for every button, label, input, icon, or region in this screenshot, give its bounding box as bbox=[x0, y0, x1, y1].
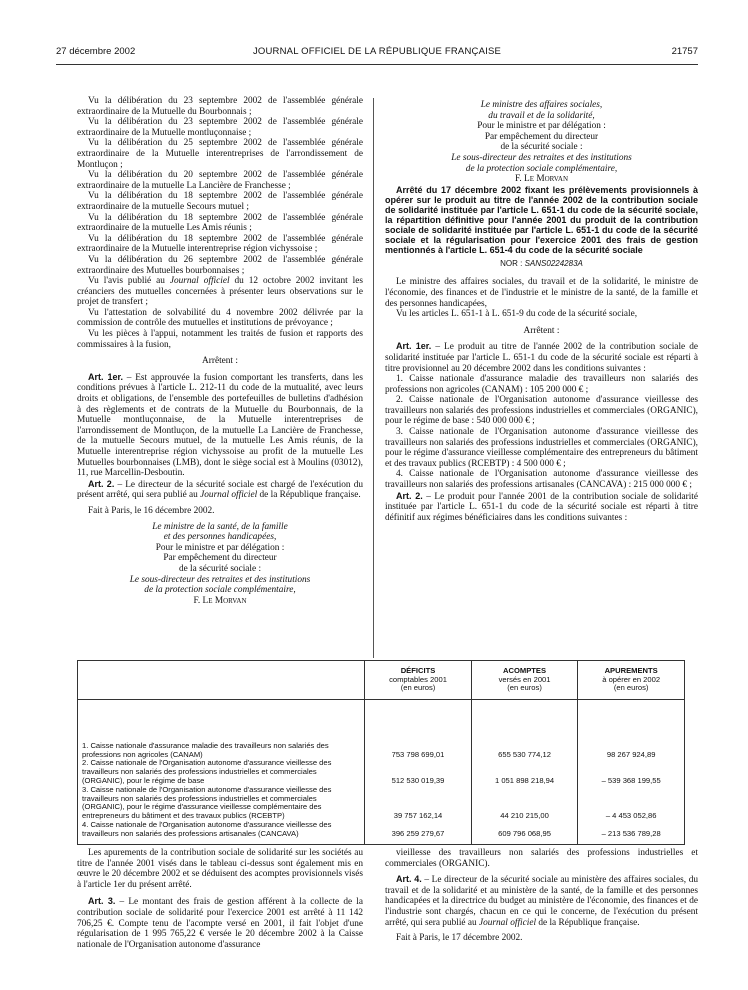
visa-journal-officiel: Vu l'avis publié au Journal officiel du 12 octobre 2002 invitant les créanciers des mutuelles concernées à présenter leurs observations sur le projet de transfert ; bbox=[77, 276, 363, 308]
table-header-apurements: APUREMENTS à opérer en 2002 (en euros) bbox=[578, 661, 685, 700]
table-header-empty bbox=[78, 661, 365, 700]
header-date: 27 décembre 2002 bbox=[56, 46, 136, 57]
page-header bbox=[56, 46, 698, 60]
left-column bbox=[77, 96, 363, 606]
table-row: 1. Caisse nationale d'assurance maladie des travailleurs non salariés des professions non agricoles (CANAM) 753 798 699,01 655 530 774,12 98 267 924,89 bbox=[78, 742, 685, 760]
signatory-name: F. Le Morvan bbox=[193, 595, 247, 606]
list-item: 2. Caisse nationale de l'Organisation autonome d'assurance vieillesse des travailleurs non salariés des professions industrielles et commerciales (ORGANIC), pour le régime de base : 540 000 000 € ; bbox=[385, 395, 698, 427]
fait-a-paris: Fait à Paris, le 17 décembre 2002. bbox=[396, 933, 523, 944]
fait-a-paris: Fait à Paris, le 16 décembre 2002. bbox=[88, 505, 215, 516]
article-2: Art. 2. – Le directeur de la sécurité sociale est chargé de l'exécution du présent arrêté, qui sera publié au Journal officiel de la République française. bbox=[77, 478, 364, 501]
table-row: 3. Caisse nationale de l'Organisation autonome d'assurance vieillesse des travailleurs non salariés des professions industrielles et commerciales (ORGANIC), pour le régime d'assurance vieillesse complémentaire des entrepreneurs du bâtiment et des travaux publics (RCEBTP) 39 757 162,14 44 210 215,00 – 4 453 052,86 bbox=[78, 786, 685, 821]
article-4: Art. 4. – Le directeur de la sécurité sociale au ministère des affaires sociales, du travail et de la solidarité et au ministère de la santé, de la famille et des personnes handicapées et la directrice du budget au ministère de l'économie, des finances et de l'industrie sont chargés, chacun en ce qui le concerne, de l'exécution du présent arrêté, qui sera publié au Journal officiel de la République française. bbox=[385, 874, 698, 928]
apurements-table bbox=[77, 660, 685, 845]
list-item: 4. Caisse nationale de l'Organisation autonome d'assurance vieillesse des travailleurs non salariés des professions artisanales (CANCAVA) : 215 000 000 € ; bbox=[385, 469, 698, 491]
column-divider bbox=[373, 98, 374, 658]
article-1: Art. 1er. – Est approuvée la fusion comportant les transferts, dans les conditions prévues à l'article L. 212-11 du code de la mutualité, avec leurs droits et obligations, de l'ensemble des portefeuilles de bulletins d'adhésion à des règlements et de contrats de la Mutuelle du Bourbonnais, de la Mutuelle montluçonnaise, de la Mutuelle interentreprises de l'arrondissement de Montluçon, de la mutuelle La Lancière de Franchesse, de la mutuelle Secours mutuel, de la mutuelle Les Amis réunis, de la Mutuelle interentreprise région vichyssoise au profit de la mutuelle Les Mutuelles bourbonnaises (LMB), dont le siège social est à Moulins (03012), 11, rue Marcellin-Desboutin. bbox=[77, 371, 363, 479]
visa: Vu la délibération du 20 septembre 2002 de l'assemblée générale extraordinaire de la mutuelle La Lancière de Franchesse ; bbox=[77, 170, 363, 191]
signatory-name: F. Le Morvan bbox=[514, 174, 569, 185]
arretent-heading: Arrêtent : bbox=[523, 325, 560, 336]
article-1: Art. 1er. – Le produit au titre de l'année 2002 de la contribution sociale de solidarité instituée par l'article L. 651-1 du code de la sécurité sociale est réparti à titre provisionnel au 20 décembre 2002 dans les conditions suivantes : bbox=[385, 341, 698, 374]
signature-block: Le ministre des affaires sociales, du travail et de la solidarité, Pour le ministre et par délégation : Par empêchement du directeur de la sécurité sociale : Le sous-directeur des retraites et des institutions de la protection sociale complémentaire, F. Le Morvan bbox=[385, 100, 698, 185]
paragraph: vieillesse des travailleurs non salariés des professions industrielles et commerciales (ORGANIC). bbox=[385, 848, 698, 869]
visa: Vu la délibération du 18 septembre 2002 de l'assemblée générale extraordinaire de la mutuelle Secours mutuel ; bbox=[77, 191, 363, 212]
visa: Vu la délibération du 23 septembre 2002 de l'assemblée générale extraordinaire de la Mutuelle montluçonnaise ; bbox=[77, 117, 363, 138]
list-item: 1. Caisse nationale d'assurance maladie des travailleurs non salariés des professions non agricoles (CANAM) : 105 200 000 € ; bbox=[385, 374, 698, 395]
nor-reference: NOR : SANS0224283A bbox=[500, 258, 583, 268]
journal-title: JOURNAL OFFICIEL DE LA RÉPUBLIQUE FRANÇAISE bbox=[252, 46, 502, 57]
bottom-left-column bbox=[77, 848, 363, 950]
visa: Vu la délibération du 26 septembre 2002 de l'assemblée générale extraordinaire des Mutuelles bourbonnaises ; bbox=[77, 254, 363, 276]
table-header-acomptes: ACOMPTES versés en 2001 (en euros) bbox=[471, 661, 578, 700]
signature-block: Le ministre de la santé, de la famille et des personnes handicapées, Pour le ministre et par délégation : Par empêchement du directeur de la sécurité sociale : Le sous-directeur des retraites et des institutions de la protection sociale complémentaire, F. Le Morvan bbox=[77, 522, 363, 607]
header-rule bbox=[56, 64, 698, 65]
decree-title: Arrêté du 17 décembre 2002 fixant les prélèvements provisionnels à opérer sur le produit au titre de l'année 2002 de la contribution sociale de solidarité instituée par l'article L. 651-1 du code de la sécurité sociale, la répartition définitive pour l'année 2001 du produit de la contribution sociale de solidarité instituée par l'article L. 651-1 du code de la sécurité sociale et la régularisation pour l'exercice 2001 des frais de gestion mentionnés à l'article L. 651-4 du code de la sécurité sociale bbox=[385, 184, 698, 255]
bottom-right-column bbox=[385, 848, 698, 944]
list-item: 3. Caisse nationale de l'Organisation autonome d'assurance vieillesse des travailleurs non salariés des professions industrielles et commerciales (ORGANIC), pour le régime d'assurance vieillesse complémentaire des entrepreneurs du bâtiment et des travaux publics (RCEBTP) : 4 500 000 € ; bbox=[385, 427, 698, 469]
visa-solvabilite: Vu l'attestation de solvabilité du 4 novembre 2002 délivrée par la commission de contrôle des mutuelles et institutions de prévoyance ; bbox=[77, 307, 363, 329]
visa-pieces: Vu les pièces à l'appui, notamment les traités de fusion et rapports des commissaires à la fusion, bbox=[77, 329, 363, 350]
visa: Vu les articles L. 651-1 à L. 651-9 du code de la sécurité sociale, bbox=[396, 309, 638, 320]
table-header-deficits: DÉFICITS comptables 2001 (en euros) bbox=[365, 661, 472, 700]
page-number: 21757 bbox=[671, 46, 698, 57]
table-spacer-row bbox=[78, 699, 685, 742]
arretent-heading: Arrêtent : bbox=[202, 356, 238, 367]
article-2: Art. 2. – Le produit pour l'année 2001 de la contribution sociale de solidarité instituée par l'article L. 651-1 du code de la sécurité sociale est réparti à titre définitif aux régimes bénéficiaires dans les conditions suivantes : bbox=[385, 490, 698, 523]
visa: Vu la délibération du 25 septembre 2002 de l'assemblée générale extraordinaire de la Mutuelle interentreprises de l'arrondissement de Montluçon ; bbox=[77, 138, 363, 170]
article-3: Art. 3. – Le montant des frais de gestion afférent à la collecte de la contribution sociale de solidarité pour l'exercice 2001 est arrêté à 11 142 706,25 €. Compte tenu de l'acompte versé en 2001, il fait l'objet d'une régularisation de 1 995 765,22 € versée le 20 décembre 2002 à la Caisse nationale de l'Organisation autonome d'assurance bbox=[77, 896, 363, 950]
visa: Vu la délibération du 18 septembre 2002 de l'assemblée générale extraordinaire de la mutuelle Les Amis réunis ; bbox=[77, 212, 363, 234]
visa: Vu la délibération du 18 septembre 2002 de l'assemblée générale extraordinaire de la Mutuelle interentreprise région vichyssoise ; bbox=[77, 233, 363, 255]
preamble: Le ministre des affaires sociales, du travail et de la solidarité, le ministre de l'économie, des finances et de l'industrie et le ministre de la santé, de la famille et des personnes handicapées, bbox=[385, 277, 698, 309]
table-row: 2. Caisse nationale de l'Organisation autonome d'assurance vieillesse des travailleurs non salariés des professions industrielles et commerciales (ORGANIC), pour le régime de base 512 530 019,39 1 051 898 218,94 – 539 368 199,55 bbox=[78, 759, 685, 785]
table-row: 4. Caisse nationale de l'Organisation autonome d'assurance vieillesse des travailleurs non salariés des professions artisanales (CANCAVA) 396 259 279,67 609 796 068,95 – 213 536 789,28 bbox=[78, 821, 685, 844]
visa: Vu la délibération du 23 septembre 2002 de l'assemblée générale extraordinaire de la Mutuelle du Bourbonnais ; bbox=[77, 96, 363, 117]
right-column bbox=[385, 100, 698, 523]
paragraph: Les apurements de la contribution sociale de solidarité sur les sociétés au titre de l'année 2001 visés dans le tableau ci-dessus sont également mis en œuvre le 20 décembre 2002 et se déduisent des acomptes provisionnels visés à l'article 1er du présent arrêté. bbox=[77, 848, 363, 890]
